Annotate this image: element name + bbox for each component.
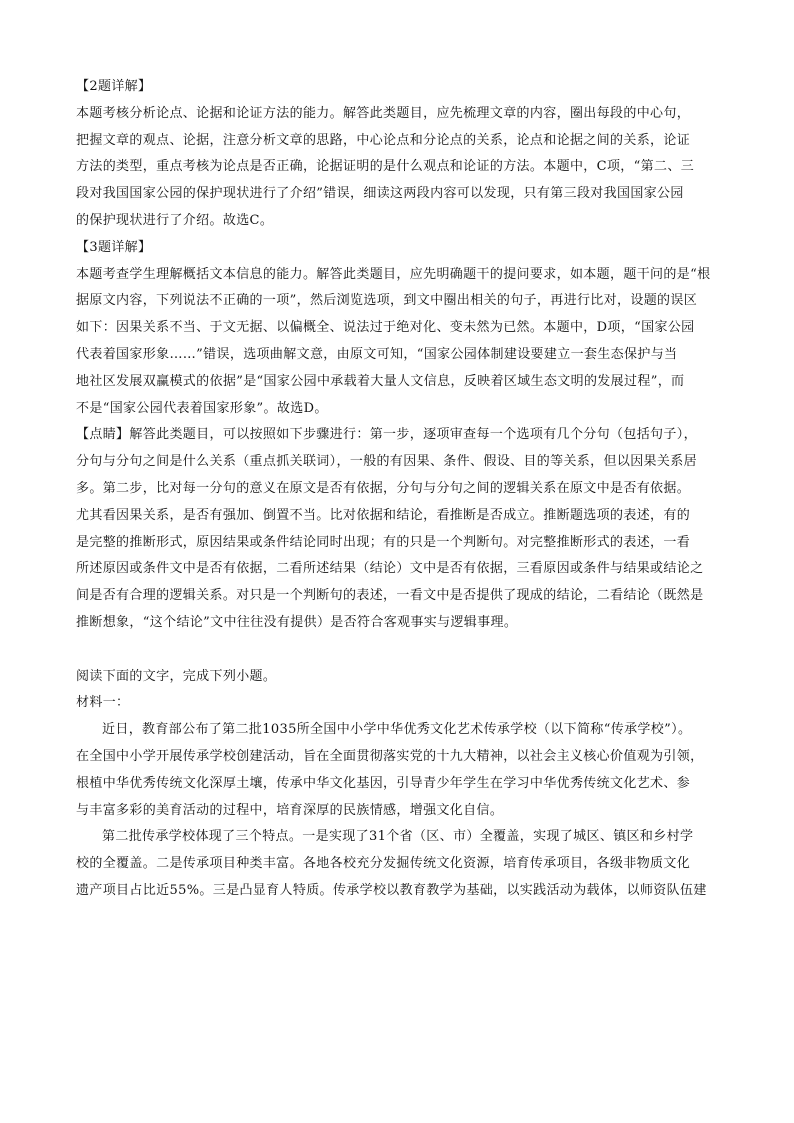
text-line: 第二批传承学校体现了三个特点。一是实现了31个省（区、市）全覆盖，实现了城区、镇区和乡村学 xyxy=(102,829,694,845)
material-paragraph-1 xyxy=(76,717,722,824)
text-line: 本题考核分析论点、论据和论证方法的能力。解答此类题目，应先梳理文章的内容，圈出每段的中心句， xyxy=(76,105,691,121)
text-line: 校的全覆盖。二是传承项目种类丰富。各地各校充分发掘传统文化资源，培育传承项目，各级非物质文化 xyxy=(76,856,691,872)
text-line: 地社区发展双赢模式的依据”是“国家公园中承载着大量人文信息，反映着区域生态文明的发展过程”，而 xyxy=(76,373,685,389)
text-line: 方法的类型，重点考核为论点是否正确，论据证明的是什么观点和论证的方法。本题中，C项，“第二、三 xyxy=(76,159,695,175)
section-2-heading: 【2题详解】 xyxy=(76,79,152,94)
text-line: 间是否有合理的逻辑关系。对只是一个判断句的表述，一看文中是否提供了现成的结论，二看结论（既然是 xyxy=(76,588,704,604)
text-line: 与丰富多彩的美育活动的过程中，培育深厚的民族情感，增强文化自信。 xyxy=(76,802,504,818)
text-line: 遗产项目占比近55%。三是凸显育人特质。传承学校以教育教学为基础，以实践活动为载体，以师资队伍建 xyxy=(76,882,707,898)
section-3-body xyxy=(76,262,722,423)
reading-section xyxy=(76,664,722,905)
text-line: 尤其看因果关系，是否有强加、倒置不当。比对依据和结论，看推断是否成立。推断题选项的表述，有的 xyxy=(76,507,691,523)
text-line: 的保护现状进行了介绍。故选C。 xyxy=(76,212,274,228)
document-page xyxy=(76,74,722,905)
section-2-body xyxy=(76,101,722,235)
text-line: 据原文内容，下列说法不正确的一项”，然后浏览选项，到文中圈出相关的句子，再进行比对，设题的误区 xyxy=(76,293,698,309)
blank-line xyxy=(76,637,722,664)
text-line: 近日，教育部公布了第二批1035所全国中小学中华优秀文化艺术传承学校（以下简称“传承学校”）。 xyxy=(102,722,692,738)
text-line: 分句与分句之间是什么关系（重点抓关联词），一般的有因果、条件、假设、目的等关系，但以因果关系居 xyxy=(76,454,697,470)
text-line: 在全国中小学开展传承学校创建活动，旨在全面贯彻落实党的十九大精神，以社会主义核心价值观为引领， xyxy=(76,748,704,764)
text-line: 根植中华优秀传统文化深厚土壤，传承中华文化基因，引导青少年学生在学习中华优秀传统文化艺术、参 xyxy=(76,775,691,791)
reading-instruction: 阅读下面的文字，完成下列小题。 xyxy=(76,668,277,684)
text-line: 是完整的推断形式，原因结果或条件结论同时出现；有的只是一个判断句。对完整推断形式的表述，一看 xyxy=(76,534,691,550)
tip-section xyxy=(76,422,722,636)
section-3-heading: 【3题详解】 xyxy=(76,239,152,255)
material-label: 材料一： xyxy=(76,695,130,711)
text-line: 段对我国国家公园的保护现状进行了介绍”错误，细读这两段内容可以发现，只有第三段对我国国家公园 xyxy=(76,186,684,202)
text-line: 把握文章的观点、论据，注意分析文章的思路，中心论点和分论点的关系，论点和论据之间的关系，论证 xyxy=(76,132,691,148)
text-line: 代表着国家形象……”错误，选项曲解文意，由原文可知，“国家公园体制建设要建立一套生态保护与当 xyxy=(76,346,678,362)
text-line: 本题考查学生理解概括文本信息的能力。解答此类题目，应先明确题干的提问要求，如本题，题干问的是“根 xyxy=(76,266,711,282)
text-line: 不是“国家公园代表着国家形象”。故选D。 xyxy=(76,400,328,416)
text-line: 所述原因或条件文中是否有依据，二看所述结果（结论）文中是否有依据，三看原因或条件与结果或结论之 xyxy=(76,561,704,577)
text-line: 如下：因果关系不当、于文无据、以偏概全、说法过于绝对化、变未然为已然。本题中，D项，“国家公园 xyxy=(76,320,695,336)
text-line: 推断想象，“这个结论”文中往往没有提供）是否符合客观事实与逻辑事理。 xyxy=(76,614,518,630)
text-line: 【点睛】解答此类题目，可以按照如下步骤进行：第一步，逐项审查每一个选项有几个分句（包括句子）， xyxy=(76,427,697,443)
text-line: 多。第二步，比对每一分句的意义在原文是否有依据，分句与分句之间的逻辑关系在原文中是否有依据。 xyxy=(76,480,691,496)
material-paragraph-2 xyxy=(76,824,722,904)
